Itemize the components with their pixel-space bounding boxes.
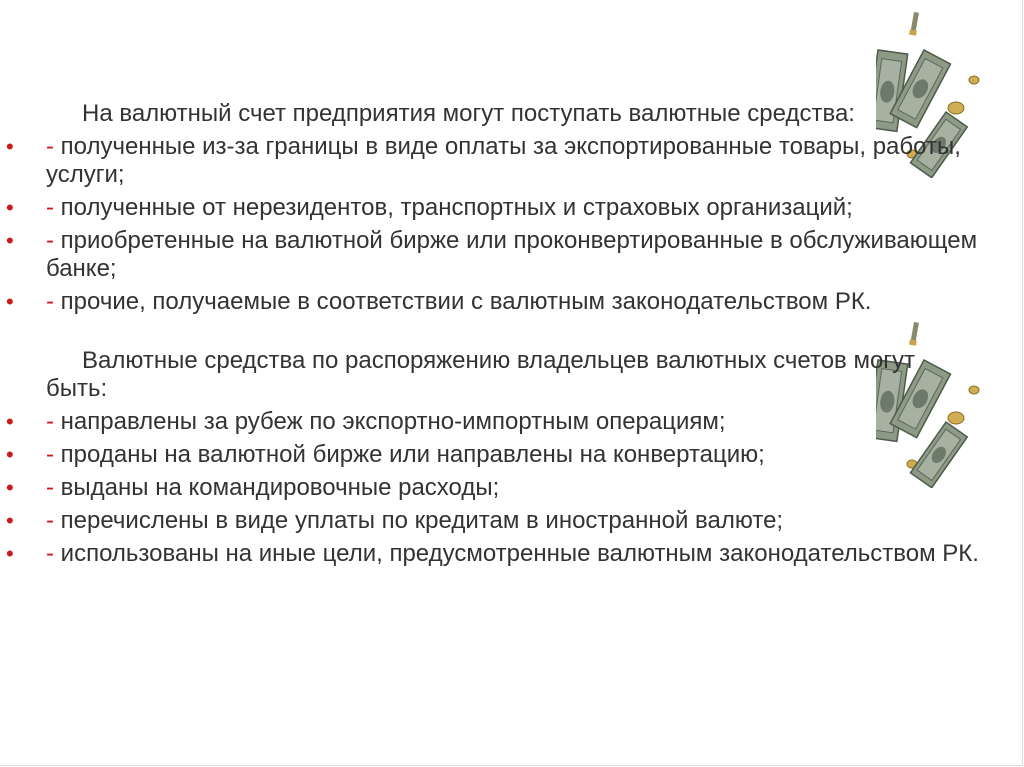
list-item-text: перечислены в виде уплаты по кредитам в иностранной валюте; xyxy=(60,507,784,534)
section2-intro: Валютные средства по распоряжению владельцев валютных счетов могут быть: xyxy=(46,347,916,402)
bullet-icon: • xyxy=(6,508,14,533)
list-item xyxy=(0,540,980,568)
list-item xyxy=(0,441,980,469)
list-item xyxy=(0,408,980,436)
list-item xyxy=(0,474,980,502)
bullet-icon: • xyxy=(6,134,14,159)
list-item-text: полученные из-за границы в виде оплаты за экспортированные товары, работы, услуги; xyxy=(46,133,961,188)
section2-list xyxy=(0,408,980,568)
bullet-icon: • xyxy=(6,289,14,314)
section-gap xyxy=(0,316,980,347)
section1-intro: На валютный счет предприятия могут поступать валютные средства: xyxy=(82,100,855,127)
list-item xyxy=(0,227,980,283)
list-item xyxy=(0,133,980,189)
dash-marker: - xyxy=(46,408,61,435)
bullet-icon: • xyxy=(6,475,14,500)
dash-marker: - xyxy=(46,507,61,534)
dash-marker: - xyxy=(46,227,61,254)
bullet-icon: • xyxy=(6,195,14,220)
dash-marker: - xyxy=(46,474,61,501)
list-item xyxy=(0,507,980,535)
list-item-text: прочие, получаемые в соответствии с валютным законодательством РК. xyxy=(60,288,872,315)
dash-marker: - xyxy=(46,441,61,468)
dash-marker: - xyxy=(46,133,61,160)
bullet-icon: • xyxy=(6,541,14,566)
list-item-text: проданы на валютной бирже или направлены на конвертацию; xyxy=(60,441,765,468)
list-item-text: использованы на иные цели, предусмотренные валютным законодательством РК. xyxy=(60,540,979,567)
list-item xyxy=(0,194,980,222)
list-item xyxy=(0,288,980,316)
list-item-text: направлены за рубеж по экспортно-импортным операциям; xyxy=(60,408,726,435)
section1-list xyxy=(0,133,980,316)
bullet-icon: • xyxy=(6,442,14,467)
dash-marker: - xyxy=(46,194,61,221)
bullet-icon: • xyxy=(6,409,14,434)
list-item-text: приобретенные на валютной бирже или проконвертированные в обслуживающем банке; xyxy=(46,227,978,282)
list-item-text: полученные от нерезидентов, транспортных и страховых организаций; xyxy=(60,194,853,221)
list-item-text: выданы на командировочные расходы; xyxy=(60,474,500,501)
dash-marker: - xyxy=(46,540,61,567)
dash-marker: - xyxy=(46,288,61,315)
bullet-icon: • xyxy=(6,228,14,253)
slide-content xyxy=(0,100,980,568)
